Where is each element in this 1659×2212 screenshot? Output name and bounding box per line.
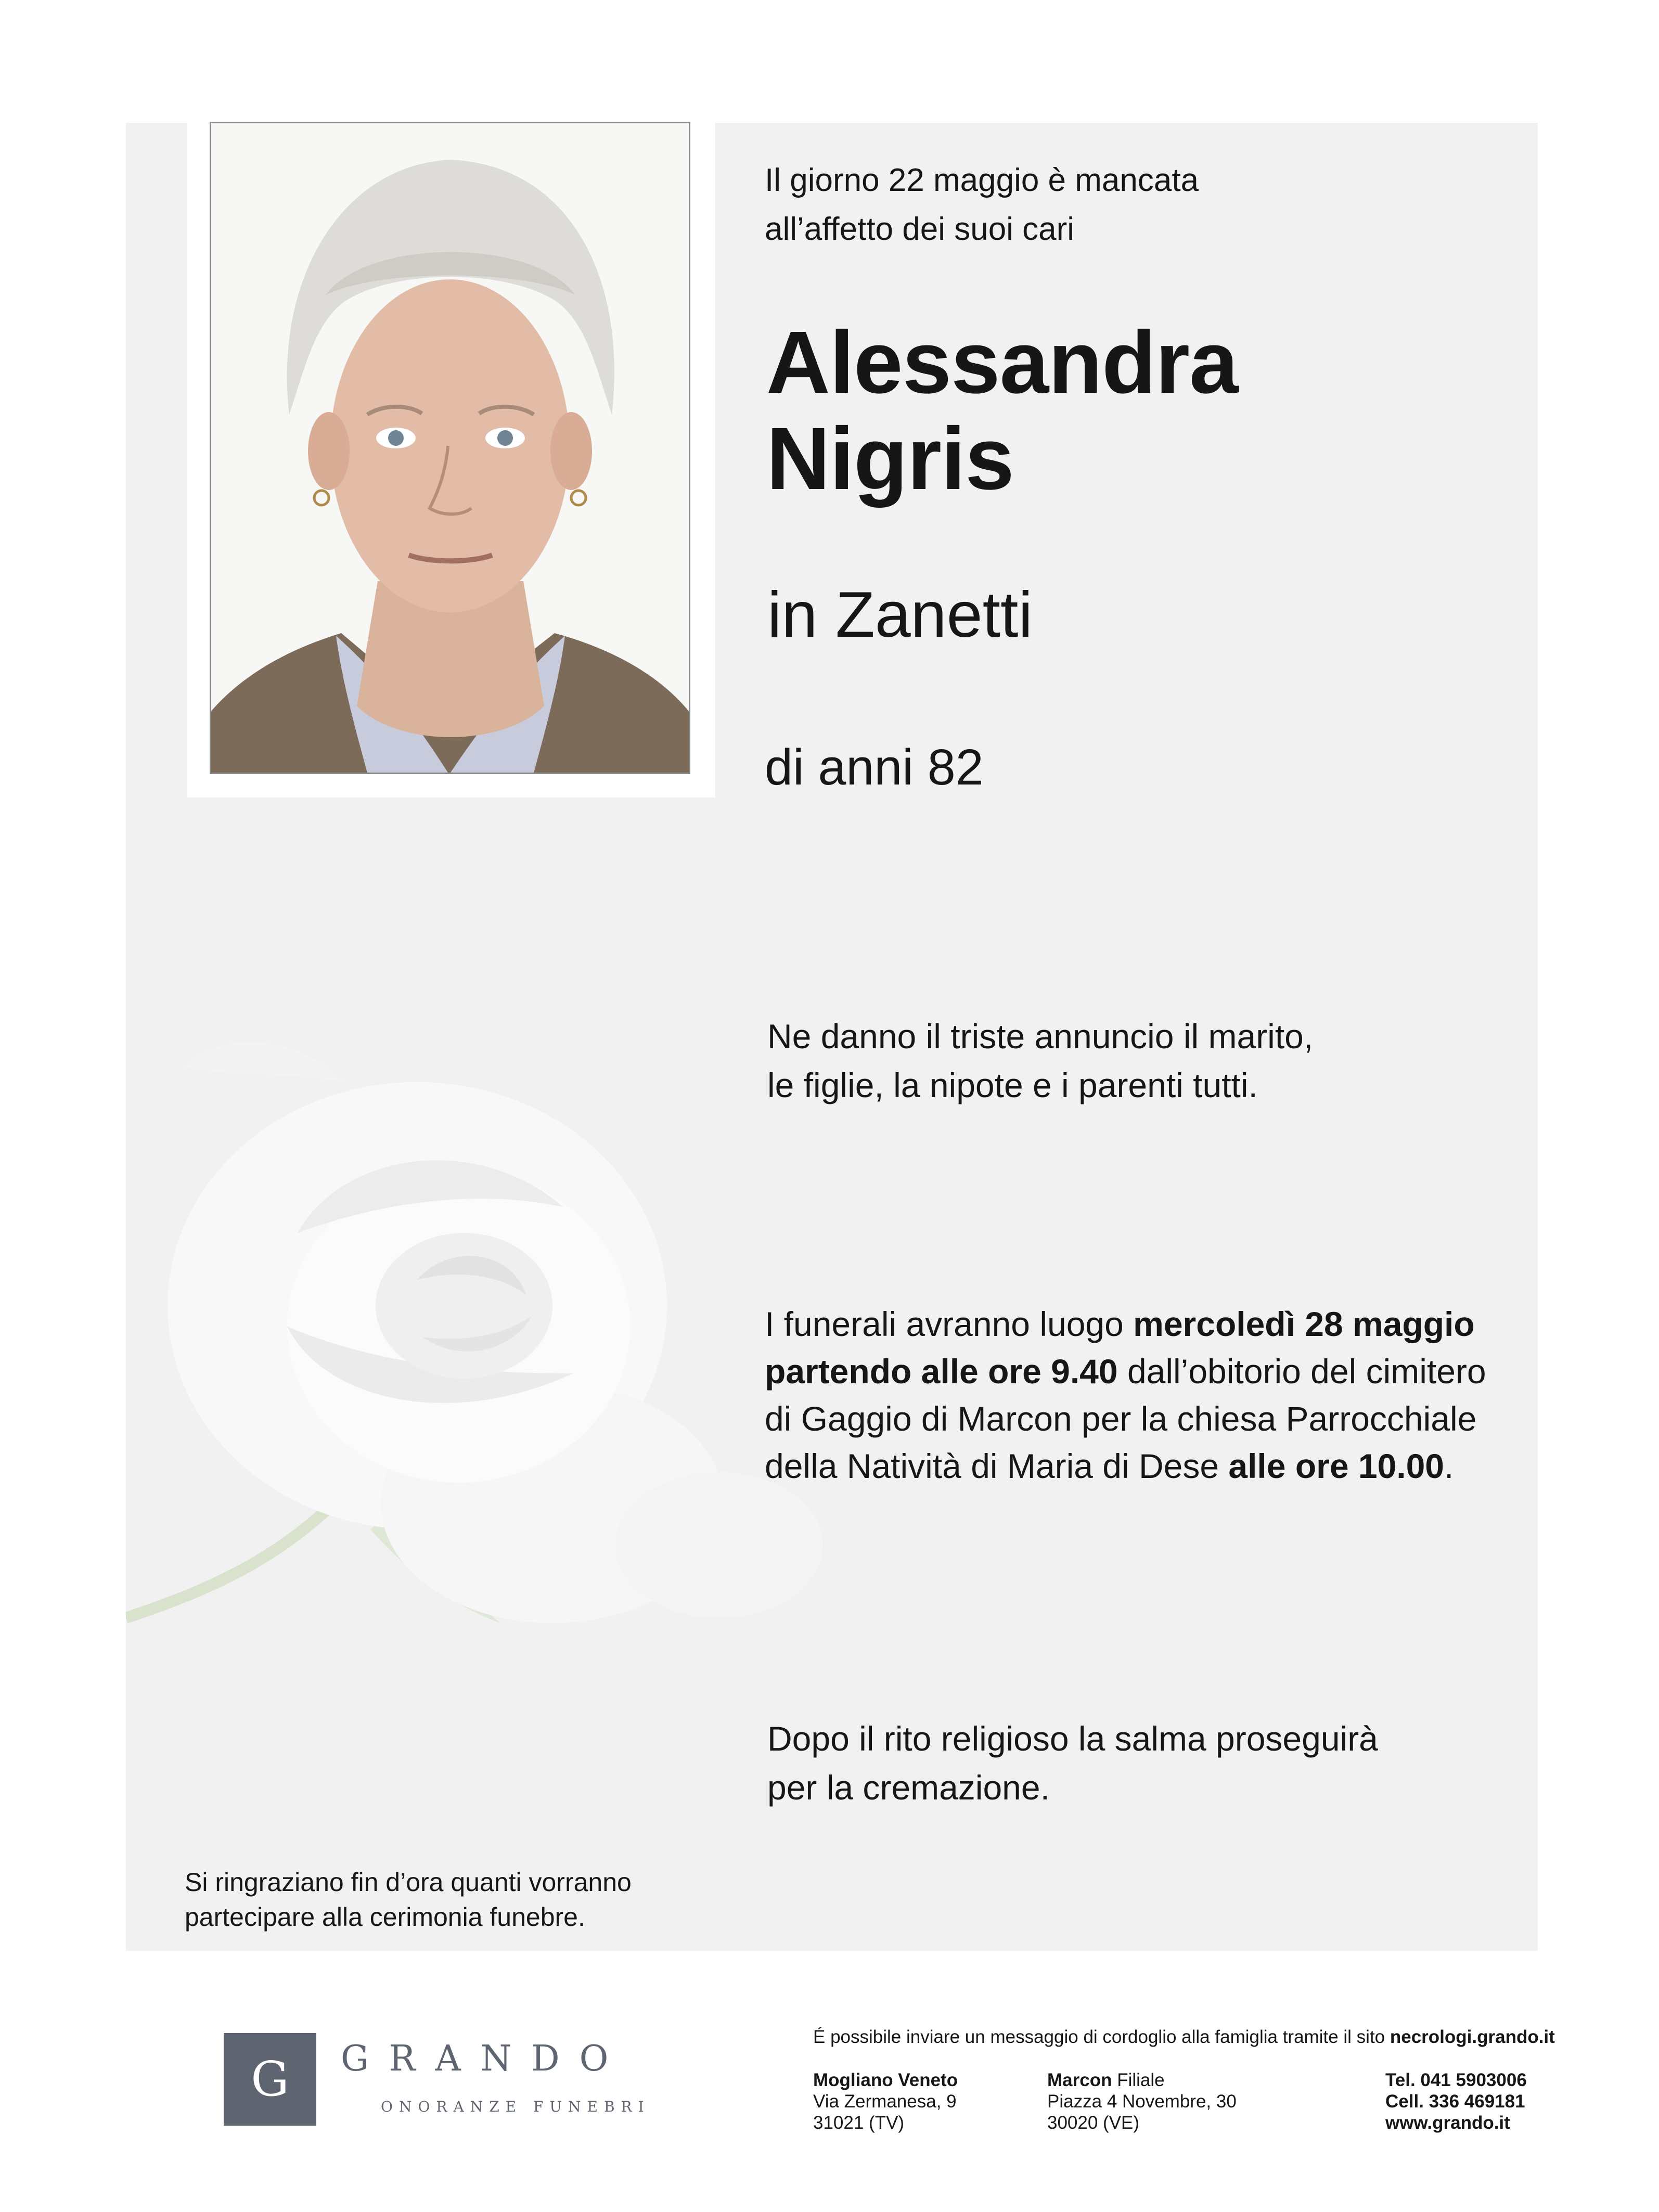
grando-logo-mark: G	[224, 2033, 316, 2126]
grando-logo-name: GRANDO	[341, 2038, 628, 2079]
office-1-city: Mogliano Veneto	[813, 2070, 958, 2090]
portrait-photo	[210, 122, 690, 774]
intro-text	[765, 156, 1199, 254]
office-2-type: Filiale	[1112, 2070, 1165, 2090]
funeral-line-3-text: di Gaggio di Marcon per la chiesa Parrocchiale	[765, 1399, 1477, 1438]
office-mogliano	[813, 2069, 958, 2133]
grando-logo-subtitle: ONORANZE FUNEBRI	[381, 2098, 650, 2115]
funeral-church-time: alle ore 10.00	[1228, 1447, 1445, 1485]
office-1-street: Via Zermanesa, 9	[813, 2091, 957, 2112]
website-link[interactable]: www.grando.it	[1385, 2113, 1510, 2133]
condolence-notice-text: É possibile inviare un messaggio di cordoglio alla famiglia tramite il sito	[813, 2027, 1390, 2047]
funeral-date: mercoledì 28 maggio	[1133, 1305, 1475, 1343]
thanks-line-2: partecipare alla cerimonia funebre.	[185, 1902, 585, 1932]
married-name: in Zanetti	[767, 579, 1033, 651]
office-marcon	[1047, 2069, 1237, 2133]
intro-line-2: all’affetto dei suoi cari	[765, 211, 1075, 247]
intro-line-1: Il giorno 22 maggio è mancata	[765, 162, 1199, 198]
cremation-line-1: Dopo il rito religioso la salma proseguirà	[767, 1719, 1378, 1758]
cremation-line-2: per la cremazione.	[767, 1768, 1050, 1807]
funeral-line-4-end: .	[1444, 1447, 1454, 1485]
cremation-text	[767, 1714, 1378, 1812]
thanks-text	[185, 1865, 632, 1935]
deceased-name	[766, 315, 1238, 507]
first-name: Alessandra	[766, 313, 1238, 412]
age-text: di anni 82	[765, 739, 984, 795]
office-2-street: Piazza 4 Novembre, 30	[1047, 2091, 1237, 2112]
funeral-line-1-text: I funerali avranno luogo	[765, 1305, 1134, 1343]
contacts	[1385, 2069, 1527, 2133]
office-2-zip: 30020 (VE)	[1047, 2113, 1140, 2133]
office-2-city: Marcon	[1047, 2070, 1112, 2090]
funeral-details	[765, 1301, 1486, 1490]
announcement-text	[767, 1012, 1313, 1110]
condolence-notice	[813, 2026, 1555, 2048]
white-rose-illustration	[126, 1035, 828, 1774]
office-1-zip: 31021 (TV)	[813, 2113, 905, 2133]
funeral-line-2-text: dall’obitorio del cimitero	[1117, 1352, 1486, 1391]
funeral-line-4-text: della Natività di Maria di Dese	[765, 1447, 1229, 1485]
announce-line-1: Ne danno il triste annuncio il marito,	[767, 1017, 1314, 1056]
cell-number[interactable]: Cell. 336 469181	[1385, 2091, 1525, 2112]
announce-line-2: le figlie, la nipote e i parenti tutti.	[767, 1066, 1258, 1104]
thanks-line-1: Si ringraziano fin d’ora quanti vorranno	[185, 1868, 632, 1897]
funeral-departure-time: partendo alle ore 9.40	[765, 1352, 1118, 1391]
condolence-site-link[interactable]: necrologi.grando.it	[1390, 2027, 1555, 2047]
last-name: Nigris	[766, 409, 1014, 508]
phone-number[interactable]: Tel. 041 5903006	[1385, 2070, 1527, 2090]
